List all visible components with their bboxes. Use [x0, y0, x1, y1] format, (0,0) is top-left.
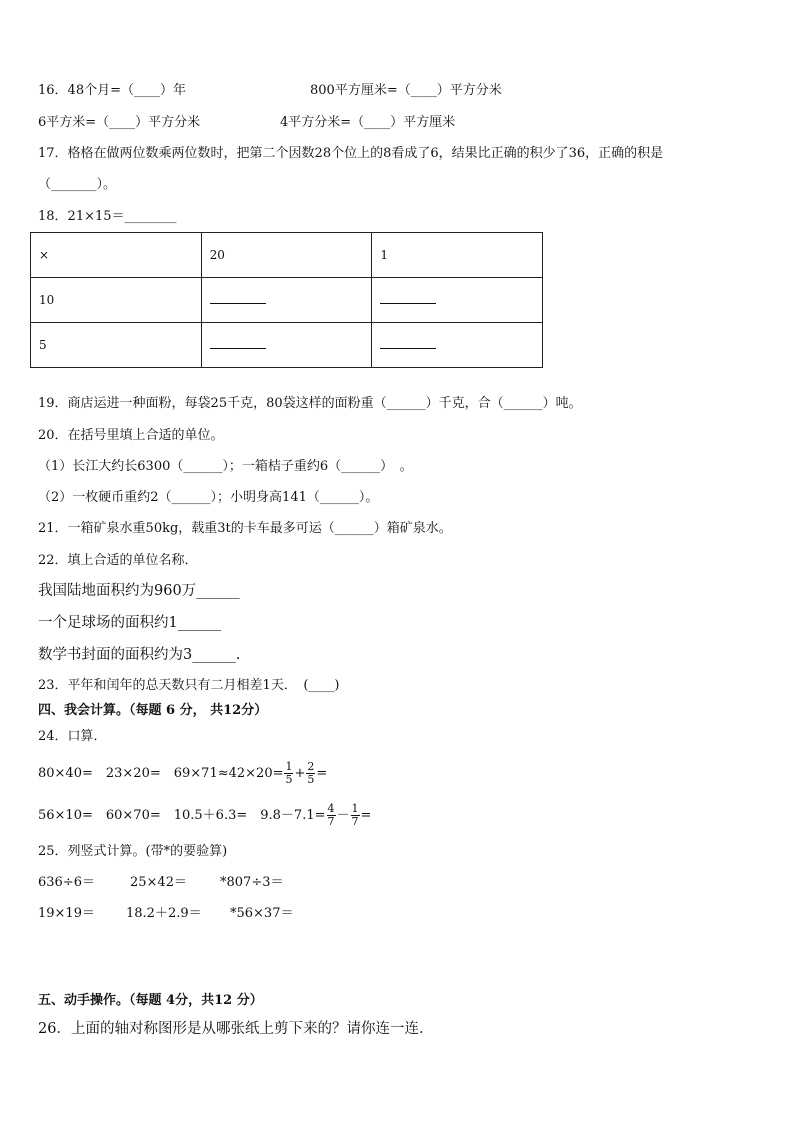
- grid-corner-cell: ×: [31, 233, 202, 278]
- fraction: $\frac{1}{7}$: [351, 802, 359, 828]
- grid-answer-cell[interactable]: [372, 278, 543, 323]
- section-four-heading: 四、我会计算。（每题 6 分， 共12分）: [38, 703, 268, 718]
- q21-text: 21．一箱矿泉水重50kg，载重3t的卡车最多可运（______）箱矿泉水。: [38, 521, 452, 536]
- q24-row2-text: 56×10= 60×70= 10.5＋6.3= 9.8－7.1=: [38, 808, 326, 823]
- multiplication-grid: [30, 232, 543, 368]
- q25-expr: 19×19＝: [38, 906, 95, 921]
- q24-row1-text: 80×40= 23×20= 69×71≈42×20=: [38, 766, 284, 781]
- q25-expr: 18.2＋2.9＝: [126, 906, 202, 921]
- answer-blank[interactable]: [210, 339, 266, 349]
- grid-header-row: [31, 233, 543, 278]
- answer-blank[interactable]: [380, 294, 436, 304]
- answer-blank[interactable]: [380, 339, 436, 349]
- q25-expr: 25×42＝: [130, 875, 187, 890]
- q18-title: 18．21×15＝________: [38, 209, 177, 224]
- fraction: $\frac{1}{5}$: [285, 760, 293, 786]
- grid-header-cell: 1: [372, 233, 543, 278]
- grid-row-label: 10: [31, 278, 202, 323]
- fraction: $\frac{2}{5}$: [307, 760, 315, 786]
- grid-row: [31, 323, 543, 368]
- q22-item-b: 一个足球场的面积约1______: [38, 615, 222, 631]
- q22-title: 22．填上合适的单位名称．: [38, 553, 198, 568]
- q22-item-a: 我国陆地面积约为960万______: [38, 583, 240, 599]
- grid-answer-cell[interactable]: [201, 323, 372, 368]
- answer-blank[interactable]: [210, 294, 266, 304]
- q23-text: 23．平年和闰年的总天数只有二月相差1天． (____): [38, 678, 340, 693]
- q25-expr: 636÷6＝: [38, 875, 95, 890]
- q16-item-c: 6平方米=（____）平方分米: [38, 115, 201, 130]
- q20-item-a: （1）长江大约长6300（______）；一箱桔子重约6（______） 。: [38, 459, 413, 474]
- grid-row-label: 5: [31, 323, 202, 368]
- q17-line1: 17．格格在做两位数乘两位数时，把第二个因数28个位上的8看成了6，结果比正确的积少了36，正确的积是: [38, 146, 664, 161]
- q16-item-d: 4平方分米=（____）平方厘米: [280, 115, 456, 130]
- q24-title: 24．口算．: [38, 729, 107, 744]
- q24-row2: 56×10= 60×70= 10.5＋6.3= 9.8－7.1= $\frac{4}{7}$ － $\frac{1}{7}$ =: [38, 802, 372, 828]
- grid-header-cell: 20: [201, 233, 372, 278]
- q26-text: 26．上面的轴对称图形是从哪张纸上剪下来的？请你连一连．: [38, 1021, 434, 1037]
- grid-row: [31, 278, 543, 323]
- q20-item-b: （2）一枚硬币重约2（______）；小明身高141（______）。: [38, 490, 379, 505]
- grid-answer-cell[interactable]: [201, 278, 372, 323]
- q25-title: 25．列竖式计算。(带*的要验算): [38, 844, 228, 859]
- q20-title: 20．在括号里填上合适的单位。: [38, 428, 224, 443]
- q17-line2: （_______）。: [38, 177, 117, 192]
- q16-item-a: 16．48个月=（____）年: [38, 83, 186, 98]
- fraction: $\frac{4}{7}$: [327, 802, 335, 828]
- q25-expr: *56×37＝: [230, 906, 294, 921]
- q24-row1: 80×40= 23×20= 69×71≈42×20= $\frac{1}{5}$ + $\frac{2}{5}$ =: [38, 760, 328, 786]
- grid-answer-cell[interactable]: [372, 323, 543, 368]
- q16-item-b: 800平方厘米=（____）平方分米: [310, 83, 502, 98]
- section-five-heading: 五、动手操作。（每题 4分，共12 分）: [38, 993, 263, 1008]
- q19-text: 19．商店运进一种面粉，每袋25千克，80袋这样的面粉重（______）千克，合（______）吨。: [38, 396, 582, 411]
- q25-expr: *807÷3＝: [220, 875, 284, 890]
- q22-item-c: 数学书封面的面积约为3______.: [38, 647, 241, 663]
